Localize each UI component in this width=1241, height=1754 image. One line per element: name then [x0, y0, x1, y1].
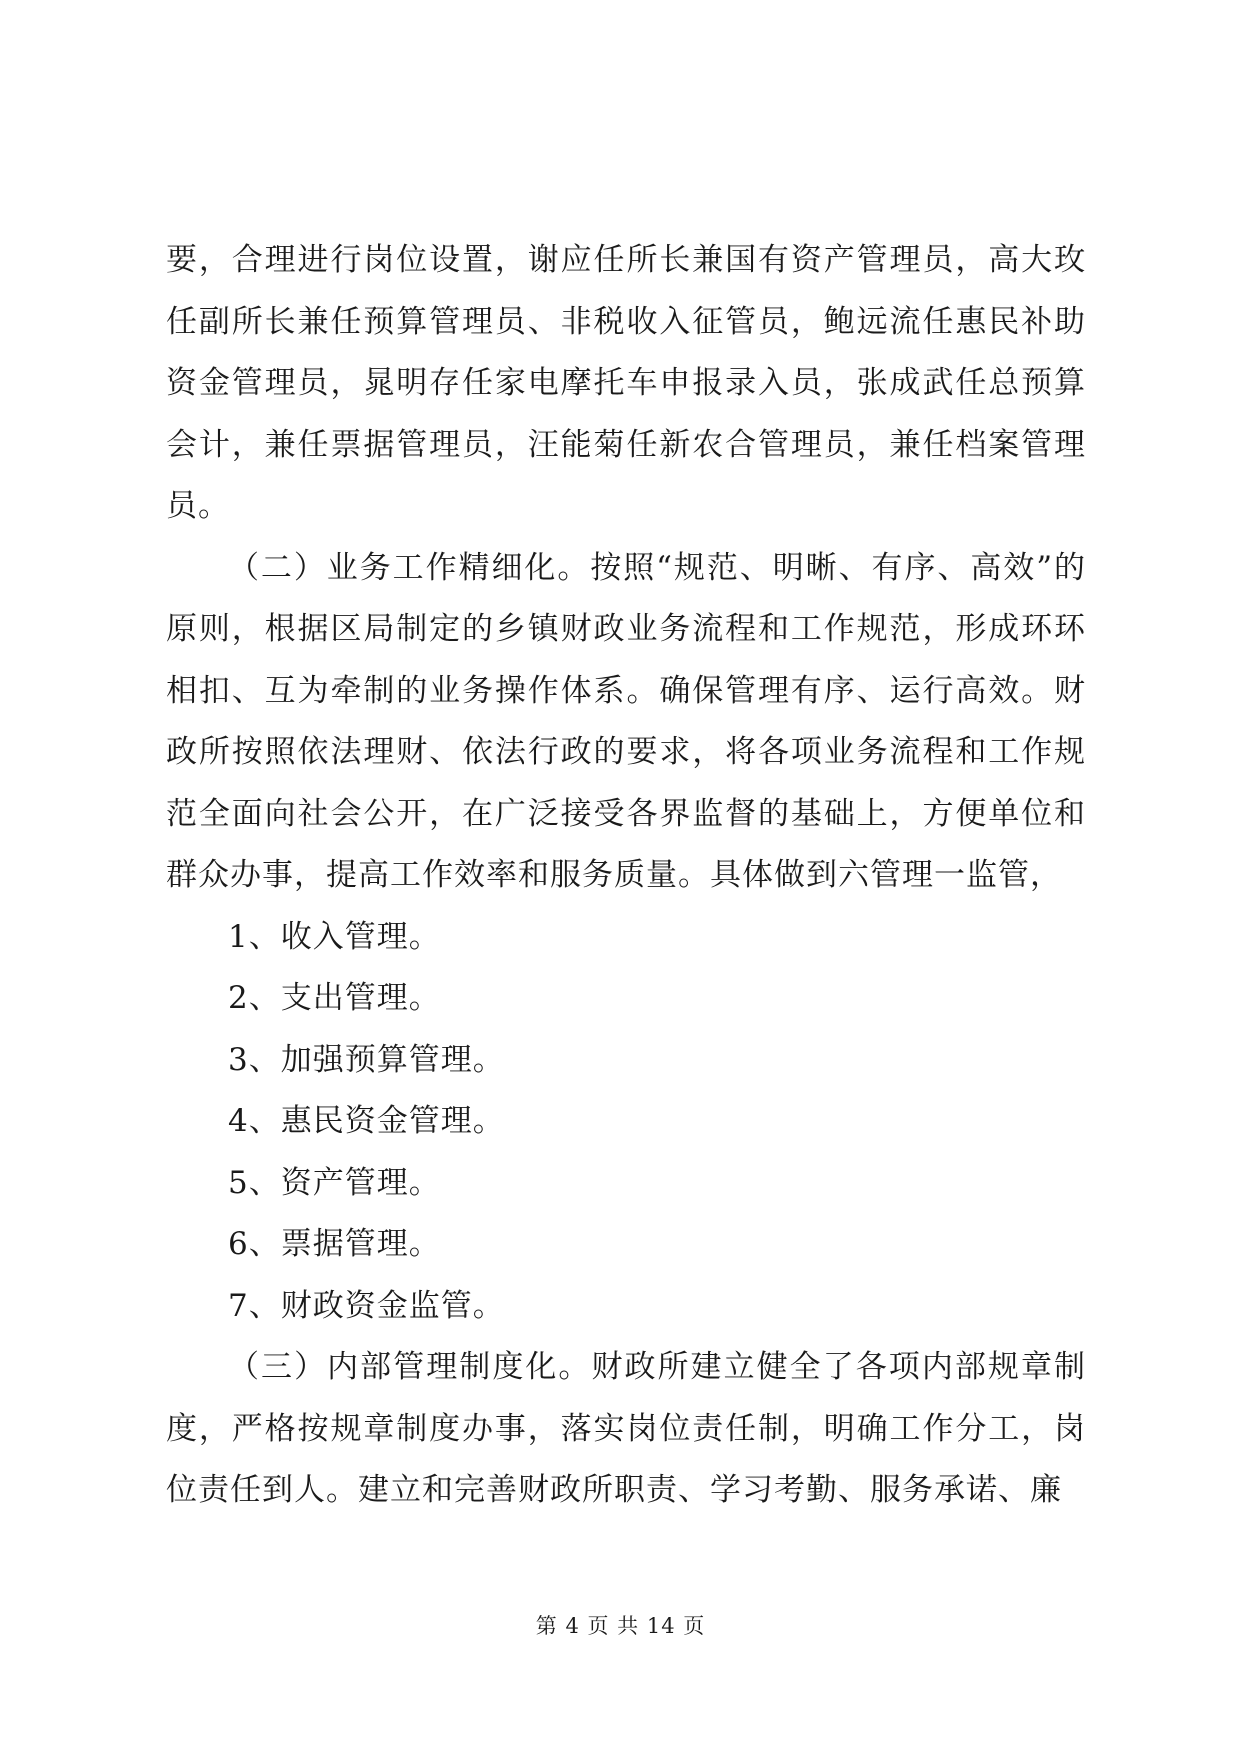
list-item: 2、支出管理。	[228, 980, 441, 1016]
page-footer: 第 4 页 共 14 页	[535, 1614, 706, 1638]
list-item: 1、收入管理。	[228, 918, 441, 955]
list-item: 6、票据管理。	[228, 1226, 441, 1262]
list-item: 3、加强预算管理。	[228, 1041, 505, 1078]
paragraph-business-refinement: （二）业务工作精细化。按照“规范、明晰、有序、高效”的原则，根据区局制定的乡镇财政业务流程和工作规范，形成环环相扣、互为牵制的业务操作体系。确保管理有序、运行高效。财政所按照依法理财、依法行政的要求，将各项业务流程和工作规范全面向社会公开，在广泛接受各界监督的基础上，方便单位和群众办事，提高工作效率和服务质量。具体做到六管理一监管，	[166, 549, 1086, 893]
document-body	[166, 230, 1086, 1522]
list-item: 7、财政资金监管。	[228, 1287, 505, 1324]
list-item: 5、资产管理。	[228, 1164, 441, 1201]
paragraph-staff-assignment: 要，合理进行岗位设置，谢应任所长兼国有资产管理员，高大玫任副所长兼任预算管理员、非税收入征管员，鲍远流任惠民补助资金管理员，晁明存任家电摩托车申报录入员，张成武任总预算会计，兼任票据管理员，汪能菊任新农合管理员，兼任档案管理员。	[166, 242, 1086, 524]
list-item: 4、惠民资金管理。	[228, 1103, 505, 1139]
paragraph-internal-management: （三）内部管理制度化。财政所建立健全了各项内部规章制度，严格按规章制度办事，落实岗位责任制，明确工作分工，岗位责任到人。建立和完善财政所职责、学习考勤、服务承诺、廉	[166, 1349, 1086, 1508]
